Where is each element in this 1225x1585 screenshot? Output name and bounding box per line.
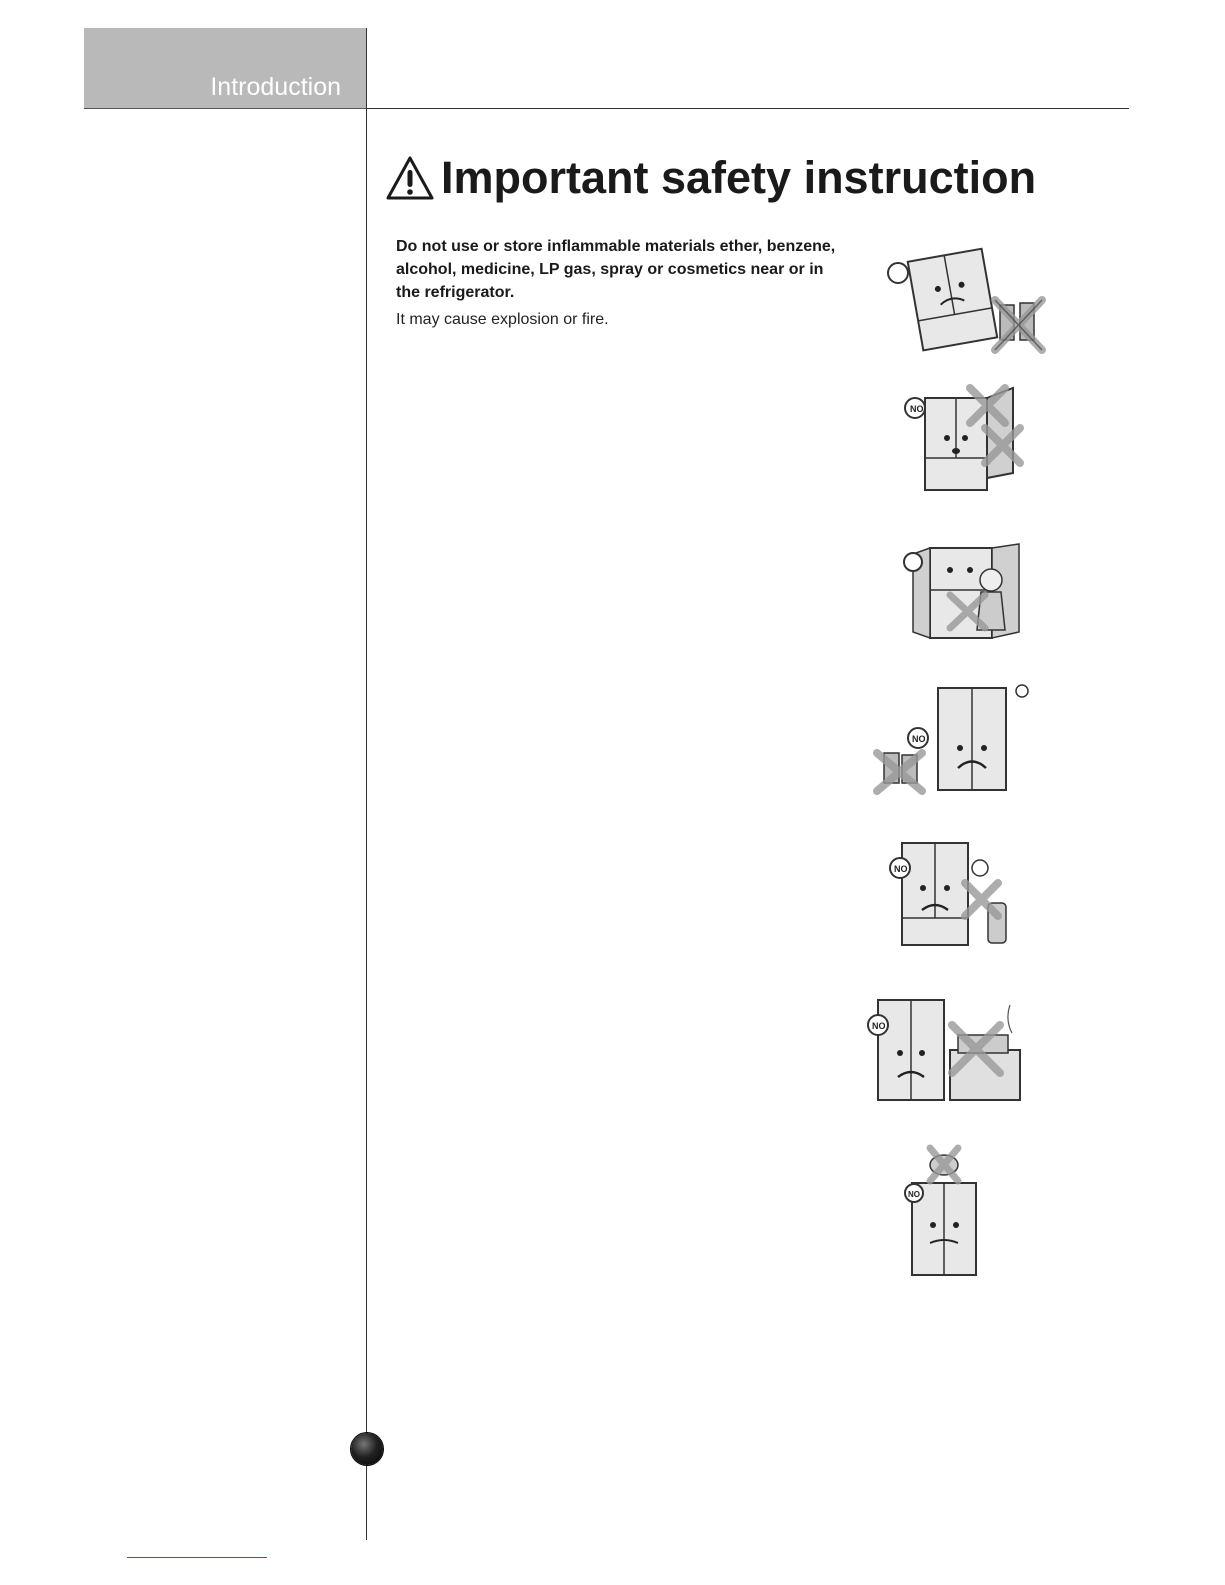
fridge-spray-icon <box>880 838 1025 950</box>
svg-text:NO: NO <box>912 734 926 744</box>
section-tab <box>84 28 367 108</box>
warning-text: Do not use or store inflammable materials ether, benzene, alcohol, medicine, LP gas, spray or cosmetics near or in the refrigerator. <box>396 238 836 301</box>
page-title-row <box>385 150 1036 206</box>
fridge-door-hanging-icon <box>885 383 1030 495</box>
fridge-child-inside-icon <box>895 540 1025 642</box>
warning-triangle-icon <box>385 155 435 201</box>
page-marker-dot <box>351 1433 383 1465</box>
header-rule-right <box>367 108 1129 109</box>
fridge-inflammable-spray-icon <box>880 245 1055 355</box>
section-label: Introduction <box>210 73 341 101</box>
fridge-top-objects-icon <box>900 1143 1000 1278</box>
bottom-underline <box>127 1557 267 1558</box>
fridge-chemicals-icon <box>872 683 1032 795</box>
margin-divider <box>366 28 367 1540</box>
page-title: Important safety instruction <box>441 152 1037 203</box>
svg-text:NO: NO <box>894 864 908 874</box>
svg-text:NO: NO <box>908 1190 920 1199</box>
fridge-heater-icon <box>860 995 1028 1107</box>
header-rule-left <box>84 108 367 109</box>
svg-text:NO: NO <box>872 1021 886 1031</box>
warning-detail: It may cause explosion or fire. <box>396 311 609 328</box>
svg-text:NO: NO <box>910 404 924 414</box>
